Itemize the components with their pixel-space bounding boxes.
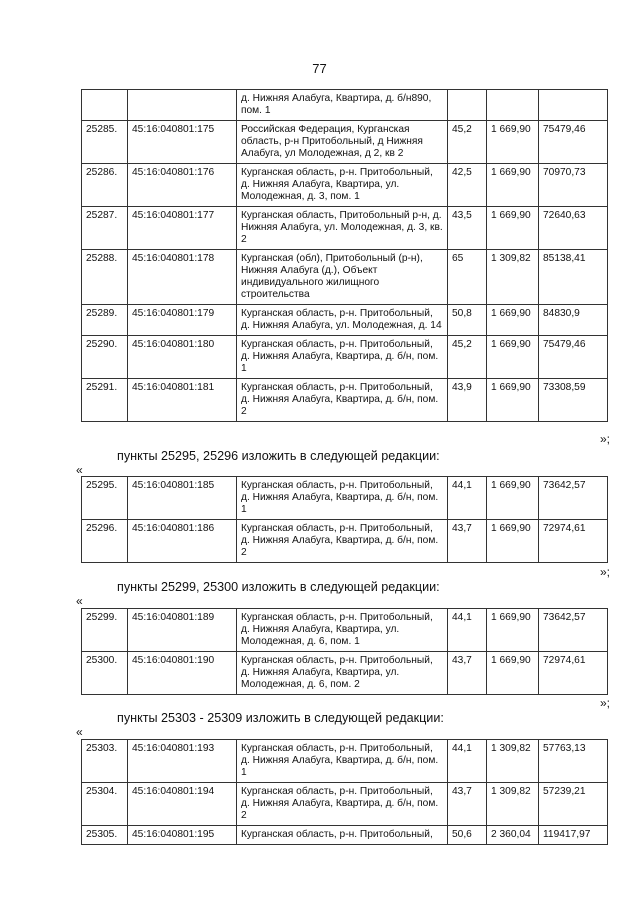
row-number-cell: 25288.: [82, 250, 128, 305]
address-cell: Российская Федерация, Курганская область, р-н Притобольный, д Нижняя Алабуга, ул Молодежная, д 2, кв 2: [237, 121, 448, 164]
area-cell: 44,1: [448, 609, 487, 652]
row-number-cell: 25300.: [82, 652, 128, 695]
area-cell: 45,2: [448, 121, 487, 164]
cadastral-number-cell: 45:16:040801:176: [128, 164, 237, 207]
cadastral-number-cell: 45:16:040801:186: [128, 520, 237, 563]
cadastral-number-cell: 45:16:040801:185: [128, 477, 237, 520]
table-row: [82, 520, 608, 563]
table-row: [82, 250, 608, 305]
area-cell: 44,1: [448, 740, 487, 783]
cadastral-value-cell: 73642,57: [539, 477, 608, 520]
address-cell: Курганская область, р-н. Притобольный, д. Нижняя Алабуга, Квартира, д. б/н, пом. 2: [237, 783, 448, 826]
area-cell: 43,5: [448, 207, 487, 250]
cadastral-number-cell: 45:16:040801:195: [128, 826, 237, 845]
register-table: [81, 739, 608, 845]
cadastral-number-cell: 45:16:040801:189: [128, 609, 237, 652]
address-cell: Курганская область, р-н. Притобольный,: [237, 826, 448, 845]
register-table: [81, 608, 608, 695]
rate-cell: 1 669,90: [487, 520, 539, 563]
row-number-cell: 25287.: [82, 207, 128, 250]
cadastral-number-cell: 45:16:040801:181: [128, 379, 237, 422]
row-number-cell: 25285.: [82, 121, 128, 164]
cadastral-number-cell: 45:16:040801:177: [128, 207, 237, 250]
amendment-instruction: пункты 25303 - 25309 изложить в следующей редакции:: [117, 711, 444, 725]
cadastral-value-cell: 119417,97: [539, 826, 608, 845]
rate-cell: 1 669,90: [487, 652, 539, 695]
cadastral-value-cell: 73642,57: [539, 609, 608, 652]
address-cell: Курганская область, р-н. Притобольный, д. Нижняя Алабуга, Квартира, д. б/н, пом. 1: [237, 477, 448, 520]
closing-quote: »;: [599, 432, 610, 446]
cadastral-value-cell: 75479,46: [539, 336, 608, 379]
table-row: [82, 305, 608, 336]
cadastral-number-cell: 45:16:040801:194: [128, 783, 237, 826]
area-cell: 42,5: [448, 164, 487, 207]
rate-cell: 1 309,82: [487, 740, 539, 783]
row-number-cell: 25295.: [82, 477, 128, 520]
row-number-cell: 25289.: [82, 305, 128, 336]
cadastral-value-cell: 75479,46: [539, 121, 608, 164]
rate-cell: 1 309,82: [487, 250, 539, 305]
address-cell: Курганская область, р-н. Притобольный, д. Нижняя Алабуга, Квартира, д. б/н, пом. 1: [237, 740, 448, 783]
opening-quote: «: [76, 725, 83, 739]
area-cell: 44,1: [448, 477, 487, 520]
opening-quote: «: [76, 463, 83, 477]
rate-cell: [487, 90, 539, 121]
address-cell: Курганская область, р-н. Притобольный, д. Нижняя Алабуга, Квартира, ул. Молодежная, д. 6, пом. 2: [237, 652, 448, 695]
cadastral-value-cell: 73308,59: [539, 379, 608, 422]
table-row: [82, 164, 608, 207]
rate-cell: 1 669,90: [487, 609, 539, 652]
area-cell: 50,8: [448, 305, 487, 336]
area-cell: 43,7: [448, 652, 487, 695]
register-table: [81, 89, 608, 422]
cadastral-value-cell: 72640,63: [539, 207, 608, 250]
cadastral-value-cell: [539, 90, 608, 121]
rate-cell: 1 669,90: [487, 336, 539, 379]
address-cell: Курганская область, Притобольный р-н, д. Нижняя Алабуга, ул. Молодежная, д. 3, кв. 2: [237, 207, 448, 250]
register-table: [81, 476, 608, 563]
opening-quote: «: [76, 594, 83, 608]
rate-cell: 1 309,82: [487, 783, 539, 826]
rate-cell: 1 669,90: [487, 207, 539, 250]
page-number: 77: [312, 61, 327, 76]
row-number-cell: 25286.: [82, 164, 128, 207]
rate-cell: 1 669,90: [487, 305, 539, 336]
address-cell: Курганская область, р-н. Притобольный, д. Нижняя Алабуга, ул. Молодежная, д. 14: [237, 305, 448, 336]
cadastral-value-cell: 70970,73: [539, 164, 608, 207]
area-cell: [448, 90, 487, 121]
table-row: [82, 207, 608, 250]
cadastral-value-cell: 72974,61: [539, 652, 608, 695]
address-cell: Курганская область, р-н. Притобольный, д. Нижняя Алабуга, Квартира, д. б/н, пом. 2: [237, 379, 448, 422]
address-cell: Курганская область, р-н. Притобольный, д. Нижняя Алабуга, Квартира, ул. Молодежная, д. 3, пом. 1: [237, 164, 448, 207]
address-cell: Курганская область, р-н. Притобольный, д. Нижняя Алабуга, Квартира, д. б/н, пом. 2: [237, 520, 448, 563]
address-cell: Курганская (обл), Притобольный (р-н), Нижняя Алабуга (д.), Объект индивидуального жилищного строительства: [237, 250, 448, 305]
table-row: [82, 740, 608, 783]
cadastral-number-cell: 45:16:040801:175: [128, 121, 237, 164]
rate-cell: 1 669,90: [487, 164, 539, 207]
cadastral-number-cell: 45:16:040801:190: [128, 652, 237, 695]
amendment-instruction: пункты 25295, 25296 изложить в следующей редакции:: [117, 449, 440, 463]
table-row: [82, 652, 608, 695]
cadastral-value-cell: 84830,9: [539, 305, 608, 336]
area-cell: 65: [448, 250, 487, 305]
address-cell: Курганская область, р-н. Притобольный, д. Нижняя Алабуга, Квартира, д. б/н, пом. 1: [237, 336, 448, 379]
address-cell: д. Нижняя Алабуга, Квартира, д. б/н890, пом. 1: [237, 90, 448, 121]
row-number-cell: 25305.: [82, 826, 128, 845]
closing-quote: »;: [599, 565, 610, 579]
rate-cell: 1 669,90: [487, 477, 539, 520]
table-row: [82, 121, 608, 164]
address-cell: Курганская область, р-н. Притобольный, д. Нижняя Алабуга, Квартира, ул. Молодежная, д. 6, пом. 1: [237, 609, 448, 652]
rate-cell: 1 669,90: [487, 379, 539, 422]
table-row: [82, 336, 608, 379]
table-row: [82, 477, 608, 520]
table-row: [82, 379, 608, 422]
cadastral-number-cell: 45:16:040801:178: [128, 250, 237, 305]
cadastral-value-cell: 57239,21: [539, 783, 608, 826]
row-number-cell: 25299.: [82, 609, 128, 652]
cadastral-value-cell: 57763,13: [539, 740, 608, 783]
row-number-cell: 25291.: [82, 379, 128, 422]
area-cell: 45,2: [448, 336, 487, 379]
cadastral-value-cell: 72974,61: [539, 520, 608, 563]
area-cell: 43,7: [448, 783, 487, 826]
rate-cell: 2 360,04: [487, 826, 539, 845]
cadastral-number-cell: 45:16:040801:193: [128, 740, 237, 783]
row-number-cell: 25304.: [82, 783, 128, 826]
area-cell: 43,9: [448, 379, 487, 422]
row-number-cell: [82, 90, 128, 121]
row-number-cell: 25303.: [82, 740, 128, 783]
table-row: [82, 783, 608, 826]
cadastral-value-cell: 85138,41: [539, 250, 608, 305]
area-cell: 43,7: [448, 520, 487, 563]
cadastral-number-cell: [128, 90, 237, 121]
closing-quote: »;: [599, 696, 610, 710]
amendment-instruction: пункты 25299, 25300 изложить в следующей редакции:: [117, 580, 440, 594]
cadastral-number-cell: 45:16:040801:179: [128, 305, 237, 336]
table-row: [82, 90, 608, 121]
table-row: [82, 609, 608, 652]
rate-cell: 1 669,90: [487, 121, 539, 164]
row-number-cell: 25296.: [82, 520, 128, 563]
cadastral-number-cell: 45:16:040801:180: [128, 336, 237, 379]
table-row: [82, 826, 608, 845]
area-cell: 50,6: [448, 826, 487, 845]
row-number-cell: 25290.: [82, 336, 128, 379]
